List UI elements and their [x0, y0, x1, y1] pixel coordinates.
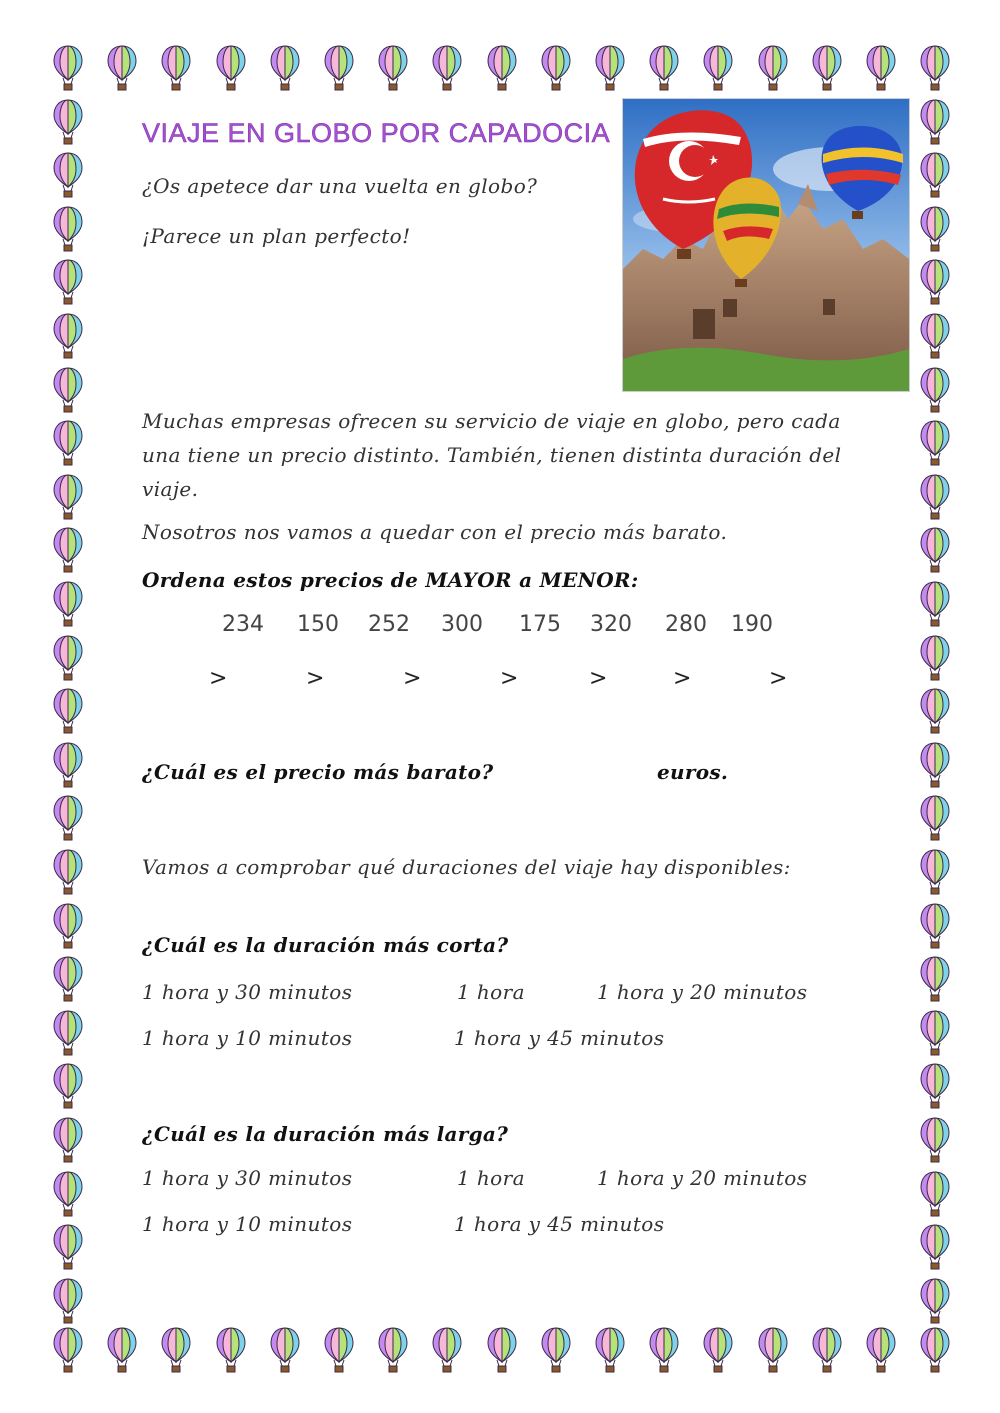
duration-option[interactable]: 1 hora y 45 minutos [454, 1026, 665, 1050]
shortest-duration-question: ¿Cuál es la duración más corta? [142, 933, 509, 957]
price-item: 252 [368, 612, 410, 637]
greater-than-sign: > [589, 666, 608, 691]
greater-than-sign: > [673, 666, 692, 691]
duration-option[interactable]: 1 hora y 10 minutos [142, 1026, 353, 1050]
duration-option[interactable]: 1 hora y 45 minutos [454, 1212, 665, 1236]
order-instruction: Ordena estos precios de MAYOR a MENOR: [142, 568, 639, 592]
price-item: 175 [519, 612, 561, 637]
duration-option[interactable]: 1 hora [457, 980, 525, 1004]
cheapest-price-question: ¿Cuál es el precio más barato? [142, 760, 494, 784]
price-item: 320 [590, 612, 632, 637]
euros-unit: euros. [657, 760, 729, 784]
balloons-photo [622, 98, 910, 392]
duration-option[interactable]: 1 hora y 10 minutos [142, 1212, 353, 1236]
intro-exclamation: ¡Parece un plan perfecto! [142, 224, 411, 248]
price-item: 234 [222, 612, 264, 637]
price-item: 300 [441, 612, 483, 637]
greater-than-sign: > [209, 666, 228, 691]
price-list [0, 612, 1000, 642]
duration-option[interactable]: 1 hora y 20 minutos [597, 1166, 808, 1190]
order-answer-row [0, 666, 1000, 696]
companies-paragraph: Muchas empresas ofrecen su servicio de viaje en globo, pero cada una tiene un precio distinto. También, tienen distinta duración del viaje. [142, 409, 842, 501]
duration-option[interactable]: 1 hora y 20 minutos [597, 980, 808, 1004]
cheapest-plan-sentence: Nosotros nos vamos a quedar con el precio más barato. [142, 520, 728, 544]
greater-than-sign: > [306, 666, 325, 691]
duration-option[interactable]: 1 hora y 30 minutos [142, 980, 353, 1004]
duration-option[interactable]: 1 hora y 30 minutos [142, 1166, 353, 1190]
greater-than-sign: > [500, 666, 519, 691]
price-item: 150 [297, 612, 339, 637]
price-item: 280 [665, 612, 707, 637]
longest-duration-question: ¿Cuál es la duración más larga? [142, 1122, 509, 1146]
durations-intro: Vamos a comprobar qué duraciones del viaje hay disponibles: [142, 855, 791, 879]
greater-than-sign: > [769, 666, 788, 691]
duration-option[interactable]: 1 hora [457, 1166, 525, 1190]
price-item: 190 [731, 612, 773, 637]
hot-air-balloons-photo-icon [623, 99, 909, 391]
intro-question: ¿Os apetece dar una vuelta en globo? [142, 174, 538, 198]
worksheet-title: VIAJE EN GLOBO POR CAPADOCIA [142, 118, 611, 148]
greater-than-sign: > [403, 666, 422, 691]
